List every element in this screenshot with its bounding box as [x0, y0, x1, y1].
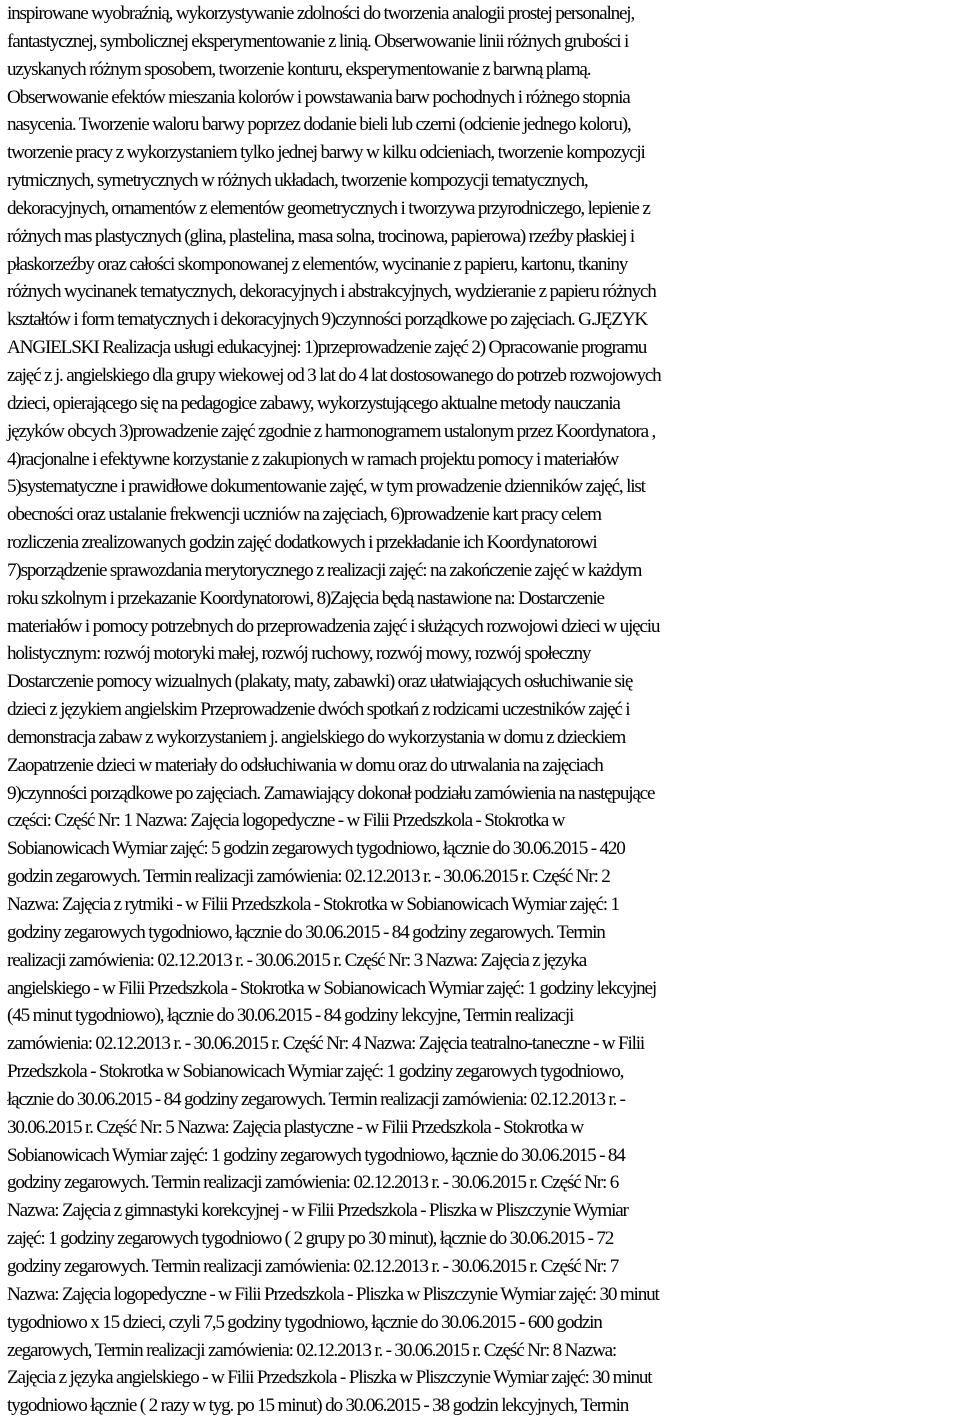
text-line: 9)czynności porządkowe po zajęciach. Zamawiający dokonał podziału zamówienia na następujące	[7, 782, 655, 804]
text-line: Przedszkola - Stokrotka w Sobianowicach Wymiar zajęć: 1 godziny zegarowych tygodniowo,	[7, 1061, 624, 1083]
text-line: Nazwa: Zajęcia z gimnastyki korekcyjnej - w Filii Przedszkola - Pliszka w Pliszczynie Wymiar	[7, 1200, 628, 1222]
text-line: Nazwa: Zajęcia logopedyczne - w Filii Przedszkola - Pliszka w Pliszczynie Wymiar zajęć: 30 minut	[7, 1283, 659, 1305]
text-line: Sobianowicach Wymiar zajęć: 5 godzin zegarowych tygodniowo, łącznie do 30.06.2015 - 420	[7, 838, 625, 860]
text-line: nasycenia. Tworzenie waloru barwy poprzez dodanie bieli lub czerni (odcienie jednego koloru),	[7, 114, 631, 136]
text-line: różnych wycinanek tematycznych, dekoracyjnych i abstrakcyjnych, wydzieranie z papieru różnych	[7, 281, 656, 303]
text-line: godziny zegarowych. Termin realizacji zamówienia: 02.12.2013 r. - 30.06.2015 r. Część Nr: 7	[7, 1255, 619, 1277]
text-line: Zaopatrzenie dzieci w materiały do odsłuchiwania w domu oraz do utrwalania na zajęciach	[7, 754, 603, 776]
text-line: 30.06.2015 r. Część Nr: 5 Nazwa: Zajęcia plastyczne - w Filii Przedszkola - Stokrotka w	[7, 1116, 584, 1138]
text-line: inspirowane wyobraźnią, wykorzystywanie zdolności do tworzenia analogii prostej personalnej,	[7, 3, 635, 24]
text-line: holistycznym: rozwój motoryki małej, rozwój ruchowy, rozwój mowy, rozwój społeczny	[7, 643, 591, 665]
text-line: tygodniowo x 15 dzieci, czyli 7,5 godziny tygodniowo, łącznie do 30.06.2015 - 600 godzin	[7, 1311, 602, 1333]
text-line: obecności oraz ustalanie frekwencji uczniów na zajęciach, 6)prowadzenie kart pracy celem	[7, 504, 601, 526]
text-line: demonstracja zabaw z wykorzystaniem j. angielskiego do wykorzystania w domu z dzieckiem	[7, 726, 626, 748]
text-line: (45 minut tygodniowo), łącznie do 30.06.2015 - 84 godziny lekcyjne, Termin realizacji	[7, 1005, 574, 1027]
text-line: ANGIELSKI Realizacja usługi edukacyjnej: 1)przeprowadzenie zajęć 2) Opracowanie programu	[7, 337, 647, 359]
text-line: roku szkolnym i przekazanie Koordynatorowi, 8)Zajęcia będą nastawione na: Dostarczenie	[7, 587, 604, 609]
text-line: różnych mas plastycznych (glina, plastelina, masa solna, trocinowa, papierowa) rzeźby płaskiej i	[7, 225, 634, 247]
text-line: 5)systematyczne i prawidłowe dokumentowanie zajęć, w tym prowadzenie dzienników zajęć, list	[7, 476, 645, 498]
text-line: realizacji zamówienia: 02.12.2013 r. - 30.06.2015 r. Część Nr: 3 Nazwa: Zajęcia z języka	[7, 949, 587, 971]
text-line: dzieci, opierającego się na pedagogice zabawy, wykorzystującego aktualne metody nauczania	[7, 392, 620, 414]
text-line: 4)racjonalne i efektywne korzystanie z zakupionych w ramach projektu pomocy i materiałów	[7, 448, 618, 470]
text-line: fantastycznej, symbolicznej eksperymentowanie z linią. Obserwowanie linii różnych grubości i	[7, 30, 629, 52]
text-line: Nazwa: Zajęcia z rytmiki - w Filii Przedszkola - Stokrotka w Sobianowicach Wymiar zajęć: 1	[7, 894, 619, 915]
text-line: języków obcych 3)prowadzenie zajęć zgodnie z harmonogramem ustalonym przez Koordynatora ,	[7, 420, 656, 442]
text-line: łącznie do 30.06.2015 - 84 godziny zegarowych. Termin realizacji zamówienia: 02.12.2013 r. -	[7, 1088, 625, 1110]
text-line: godziny zegarowych. Termin realizacji zamówienia: 02.12.2013 r. - 30.06.2015 r. Część Nr: 6	[7, 1172, 619, 1194]
text-line: tygodniowo łącznie ( 2 razy w tyg. po 15 minut) do 30.06.2015 - 38 godzin lekcyjnych, Termin	[7, 1395, 629, 1417]
text-line: zajęć z j. angielskiego dla grupy wiekowej od 3 lat do 4 lat dostosowanego do potrzeb rozwojowych	[7, 364, 661, 386]
text-line: godzin zegarowych. Termin realizacji zamówienia: 02.12.2013 r. - 30.06.2015 r. Część Nr: 2	[7, 866, 610, 888]
text-line: kształtów i form tematycznych i dekoracyjnych 9)czynności porządkowe po zajęciach. G.JĘZYK	[7, 309, 648, 331]
text-line: angielskiego - w Filii Przedszkola - Stokrotka w Sobianowicach Wymiar zajęć: 1 godziny lekcyjnej	[7, 977, 656, 999]
text-line: rytmicznych, symetrycznych w różnych układach, tworzenie kompozycji tematycznych,	[7, 170, 588, 192]
text-line: dekoracyjnych, ornamentów z elementów geometrycznych i tworzywa przyrodniczego, lepienie z	[7, 197, 650, 219]
text-line: Sobianowicach Wymiar zajęć: 1 godziny zegarowych tygodniowo, łącznie do 30.06.2015 - 84	[7, 1144, 625, 1166]
text-line: płaskorzeźby oraz całości skomponowanej z elementów, wycinanie z papieru, kartonu, tkaniny	[7, 253, 628, 275]
text-line: części: Część Nr: 1 Nazwa: Zajęcia logopedyczne - w Filii Przedszkola - Stokrotka w	[7, 810, 565, 832]
text-line: Obserwowanie efektów mieszania kolorów i powstawania barw pochodnych i różnego stopnia	[7, 86, 630, 108]
text-line: 7)sporządzenie sprawozdania merytorycznego z realizacji zajęć: na zakończenie zajęć w każdym	[7, 559, 642, 581]
text-line: tworzenie pracy z wykorzystaniem tylko jednej barwy w kilku odcieniach, tworzenie kompozycji	[7, 142, 645, 164]
text-line: zajęć: 1 godziny zegarowych tygodniowo ( 2 grupy po 30 minut), łącznie do 30.06.2015 - 72	[7, 1228, 614, 1250]
text-line: Dostarczenie pomocy wizualnych (plakaty, maty, zabawki) oraz ułatwiających osłuchiwanie się	[7, 671, 633, 693]
text-line: Zajęcia z języka angielskiego - w Filii Przedszkola - Pliszka w Pliszczynie Wymiar zajęć: 30 minut	[7, 1367, 652, 1389]
text-line: godziny zegarowych tygodniowo, łącznie do 30.06.2015 - 84 godziny zegarowych. Termin	[7, 921, 605, 943]
text-line: dzieci z językiem angielskim Przeprowadzenie dwóch spotkań z rodzicami uczestników zajęć i	[7, 699, 630, 721]
text-line: rozliczenia zrealizowanych godzin zajęć dodatkowych i przekładanie ich Koordynatorowi	[7, 532, 597, 554]
text-line: uzyskanych różnym sposobem, tworzenie konturu, eksperymentowanie z barwną plamą.	[7, 58, 591, 80]
body-text	[7, 0, 957, 1420]
text-line: materiałów i pomocy potrzebnych do przeprowadzenia zajęć i służących rozwojowi dzieci w ujęciu	[7, 615, 660, 637]
text-line: zamówienia: 02.12.2013 r. - 30.06.2015 r. Część Nr: 4 Nazwa: Zajęcia teatralno-taneczne - w Filii	[7, 1033, 644, 1055]
text-line: zegarowych, Termin realizacji zamówienia: 02.12.2013 r. - 30.06.2015 r. Część Nr: 8 Nazwa:	[7, 1339, 617, 1361]
